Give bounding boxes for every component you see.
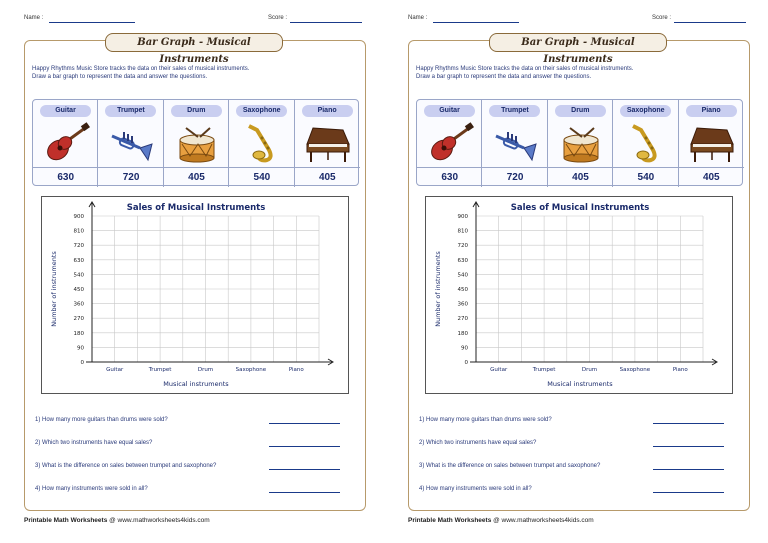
y-tick-label: 900 xyxy=(73,214,84,220)
x-axis-title: Musical instruments xyxy=(547,380,613,388)
instrument-value: 405 xyxy=(164,167,229,187)
score-line[interactable] xyxy=(674,22,746,23)
score-label: Score : xyxy=(652,15,672,21)
chart-title: Sales of Musical Instruments xyxy=(126,203,266,213)
answer-line-1[interactable] xyxy=(269,423,340,424)
y-tick-label: 720 xyxy=(457,243,468,250)
question-1: 1) How many more guitars than drums were sold? xyxy=(419,417,552,423)
bar-chart[interactable] xyxy=(41,196,349,394)
instrument-label: Drum xyxy=(555,105,606,117)
intro-text xyxy=(416,66,716,81)
piano-icon xyxy=(687,122,737,164)
instrument-col-guitar xyxy=(33,100,98,187)
x-tick-label: Guitar xyxy=(106,367,124,373)
guitar-icon xyxy=(425,122,475,164)
y-tick-label: 180 xyxy=(457,330,468,337)
chart-canvas[interactable] xyxy=(426,197,734,395)
x-axis-title: Musical instruments xyxy=(163,380,229,388)
instrument-col-trumpet xyxy=(482,100,547,187)
x-tick-label: Trumpet xyxy=(532,367,556,373)
instrument-label: Guitar xyxy=(40,105,91,117)
instrument-col-drum xyxy=(164,100,229,187)
worksheet-title: Bar Graph - Musical Instruments xyxy=(105,33,283,52)
instrument-label: Saxophone xyxy=(236,105,287,117)
saxophone-icon xyxy=(621,122,671,164)
footer xyxy=(24,517,210,524)
y-tick-label: 0 xyxy=(80,360,84,366)
answer-line-2[interactable] xyxy=(269,446,340,447)
name-line[interactable] xyxy=(49,22,135,23)
instrument-value: 540 xyxy=(613,167,678,187)
instrument-label: Drum xyxy=(171,105,222,117)
instrument-value: 720 xyxy=(98,167,163,187)
y-tick-label: 180 xyxy=(73,330,84,337)
piano-icon xyxy=(303,122,353,164)
answer-line-3[interactable] xyxy=(269,469,340,470)
y-tick-label: 360 xyxy=(73,301,84,308)
instrument-value: 405 xyxy=(548,167,613,187)
instrument-col-trumpet xyxy=(98,100,163,187)
answer-line-2[interactable] xyxy=(653,446,724,447)
score-label: Score : xyxy=(268,15,288,21)
instrument-value: 720 xyxy=(482,167,547,187)
instrument-col-piano xyxy=(295,100,360,187)
intro-text xyxy=(32,66,332,81)
chart-title: Sales of Musical Instruments xyxy=(510,203,650,213)
instrument-label: Trumpet xyxy=(105,105,156,117)
instrument-col-saxophone xyxy=(613,100,678,187)
name-label: Name : xyxy=(24,15,44,21)
footer-brand: Printable Math Worksheets xyxy=(24,517,108,524)
drum-icon xyxy=(172,122,222,164)
instrument-label: Guitar xyxy=(424,105,475,117)
instrument-label: Saxophone xyxy=(620,105,671,117)
y-tick-label: 630 xyxy=(73,257,84,264)
question-2: 2) Which two instruments have equal sales? xyxy=(35,440,153,446)
worksheet-right xyxy=(384,0,768,543)
bar-chart[interactable] xyxy=(425,196,733,394)
footer xyxy=(408,517,594,524)
question-1: 1) How many more guitars than drums were sold? xyxy=(35,417,168,423)
chart-canvas[interactable] xyxy=(42,197,350,395)
footer-site[interactable]: @ www.mathworksheets4kids.com xyxy=(493,517,594,524)
y-tick-label: 360 xyxy=(457,301,468,308)
intro-line-2: Draw a bar graph to represent the data and answer the questions. xyxy=(32,73,208,80)
answer-line-4[interactable] xyxy=(269,492,340,493)
guitar-icon xyxy=(41,122,91,164)
instrument-value: 405 xyxy=(295,167,360,187)
worksheet-title: Bar Graph - Musical Instruments xyxy=(489,33,667,52)
question-3: 3) What is the difference on sales between trumpet and saxophone? xyxy=(35,463,217,469)
footer-site[interactable]: @ www.mathworksheets4kids.com xyxy=(109,517,210,524)
question-4: 4) How many instruments were sold in all? xyxy=(35,486,148,492)
instrument-label: Trumpet xyxy=(489,105,540,117)
instrument-col-guitar xyxy=(417,100,482,187)
name-label: Name : xyxy=(408,15,428,21)
instrument-value: 630 xyxy=(33,167,98,187)
y-tick-label: 900 xyxy=(457,214,468,220)
drum-icon xyxy=(556,122,606,164)
name-line[interactable] xyxy=(433,22,519,23)
y-tick-label: 450 xyxy=(73,287,84,293)
instrument-value: 540 xyxy=(229,167,294,187)
y-tick-label: 540 xyxy=(73,272,84,279)
y-tick-label: 540 xyxy=(457,272,468,279)
answer-line-4[interactable] xyxy=(653,492,724,493)
y-tick-label: 810 xyxy=(73,228,84,235)
y-tick-label: 90 xyxy=(461,345,468,352)
y-tick-label: 270 xyxy=(73,316,84,323)
intro-line-1: Happy Rhythms Music Store tracks the data on their sales of musical instruments. xyxy=(416,66,634,72)
trumpet-icon xyxy=(490,122,540,164)
data-table xyxy=(32,99,359,186)
question-3: 3) What is the difference on sales between trumpet and saxophone? xyxy=(419,463,601,469)
intro-line-1: Happy Rhythms Music Store tracks the data on their sales of musical instruments. xyxy=(32,66,250,72)
x-tick-label: Trumpet xyxy=(148,367,172,373)
instrument-value: 405 xyxy=(679,167,744,187)
answer-line-3[interactable] xyxy=(653,469,724,470)
question-4: 4) How many instruments were sold in all? xyxy=(419,486,532,492)
footer-brand: Printable Math Worksheets xyxy=(408,517,492,524)
x-tick-label: Guitar xyxy=(490,367,508,373)
instrument-col-piano xyxy=(679,100,744,187)
y-tick-label: 0 xyxy=(464,360,468,366)
intro-line-2: Draw a bar graph to represent the data and answer the questions. xyxy=(416,73,592,80)
y-tick-label: 450 xyxy=(457,287,468,293)
y-tick-label: 630 xyxy=(457,257,468,264)
x-tick-label: Drum xyxy=(197,367,214,373)
data-table xyxy=(416,99,743,186)
y-tick-label: 810 xyxy=(457,228,468,235)
x-tick-label: Piano xyxy=(288,367,304,373)
y-tick-label: 90 xyxy=(77,345,84,352)
saxophone-icon xyxy=(237,122,287,164)
y-axis-title: Number of instruments xyxy=(50,251,58,327)
instrument-label: Piano xyxy=(302,105,353,117)
instrument-label: Piano xyxy=(686,105,737,117)
y-tick-label: 270 xyxy=(457,316,468,323)
instrument-value: 630 xyxy=(417,167,482,187)
question-2: 2) Which two instruments have equal sales? xyxy=(419,440,537,446)
score-line[interactable] xyxy=(290,22,362,23)
instrument-col-saxophone xyxy=(229,100,294,187)
instrument-col-drum xyxy=(548,100,613,187)
y-tick-label: 720 xyxy=(73,243,84,250)
x-tick-label: Saxophone xyxy=(619,367,651,373)
x-tick-label: Piano xyxy=(672,367,688,373)
y-axis-title: Number of instruments xyxy=(434,251,442,327)
x-tick-label: Saxophone xyxy=(235,367,267,373)
trumpet-icon xyxy=(106,122,156,164)
answer-line-1[interactable] xyxy=(653,423,724,424)
x-tick-label: Drum xyxy=(581,367,598,373)
